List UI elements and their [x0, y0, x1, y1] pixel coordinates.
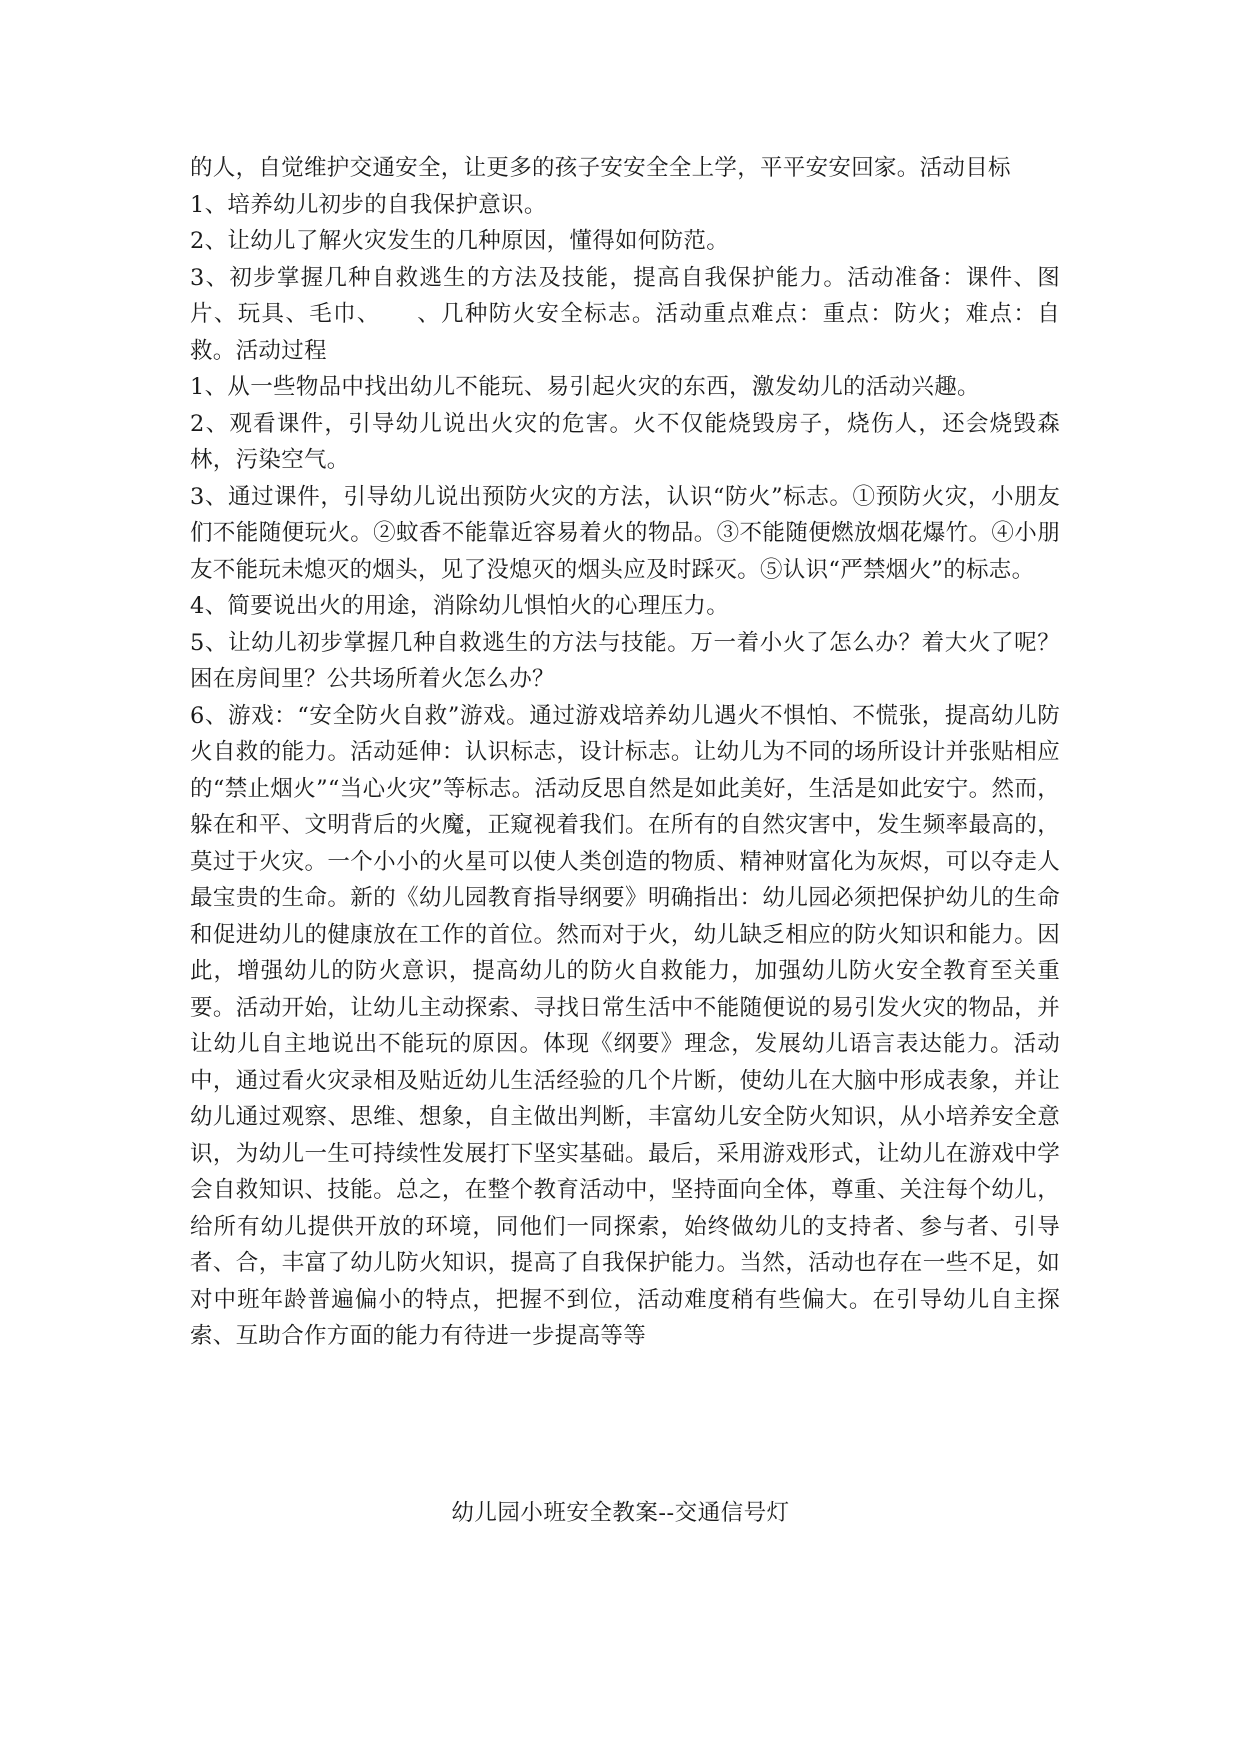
paragraph-process-3: 3、通过课件，引导幼儿说出预防火灾的方法，认识“防火”标志。①预防火灾，小朋友们不能随便玩火。②蚊香不能靠近容易着火的物品。③不能随便燃放烟花爆竹。④小朋友不能玩未熄灭的烟头，见了没熄灭的烟头应及时踩灭。⑤认识“严禁烟火”的标志。 [190, 483, 1060, 583]
paragraph-intro: 的人，自觉维护交通安全，让更多的孩子安安全全上学，平平安安回家。活动目标 [190, 155, 1011, 181]
paragraph-process-4: 4、简要说出火的用途，消除幼儿惧怕火的心理压力。 [190, 593, 730, 619]
paragraph-goal-3: 3、初步掌握几种自救逃生的方法及技能，提高自我保护能力。活动准备：课件、图片、玩具、毛巾、 、几种防火安全标志。活动重点难点：重点：防火；难点：自救。活动过程 [190, 264, 1060, 364]
paragraph-process-5: 5、让幼儿初步掌握几种自救逃生的方法与技能。万一着小火了怎么办？着大火了呢？困在房间里？公共场所着火怎么办？ [190, 629, 1060, 692]
paragraph-goal-2: 2、让幼儿了解火灾发生的几种原因，懂得如何防范。 [190, 228, 730, 254]
next-section-title: 幼儿园小班安全教案--交通信号灯 [451, 1500, 790, 1526]
paragraph-process-6-reflection: 6、游戏：“安全防火自救”游戏。通过游戏培养幼儿遇火不惧怕、不慌张，提高幼儿防火自救的能力。活动延伸：认识标志，设计标志。让幼儿为不同的场所设计并张贴相应的“禁止烟火”“当心火灾”等标志。活动反思自然是如此美好，生活是如此安宁。然而，躲在和平、文明背后的火魔，正窥视着我们。在所有的自然灾害中，发生频率最高的，莫过于火灾。一个小小的火星可以使人类创造的物质、精神财富化为灰烬，可以夺走人最宝贵的生命。新的《幼儿园教育指导纲要》明确指出：幼儿园必须把保护幼儿的生命和促进幼儿的健康放在工作的首位。然而对于火，幼儿缺乏相应的防火知识和能力。因此，增强幼儿的防火意识，提高幼儿的防火自救能力，加强幼儿防火安全教育至关重要。活动开始，让幼儿主动探索、寻找日常生活中不能随便说的易引发火灾的物品，并让幼儿自主地说出不能玩的原因。体现《纲要》理念，发展幼儿语言表达能力。活动中，通过看火灾录相及贴近幼儿生活经验的几个片断，使幼儿在大脑中形成表象，并让幼儿通过观察、思维、想象，自主做出判断，丰富幼儿安全防火知识，从小培养安全意识，为幼儿一生可持续性发展打下坚实基础。最后，采用游戏形式，让幼儿在游戏中学会自救知识、技能。总之，在整个教育活动中，坚持面向全体，尊重、关注每个幼儿，给所有幼儿提供开放的环境，同他们一同探索，始终做幼儿的支持者、参与者、引导者、合，丰富了幼儿防火知识，提高了自我保护能力。当然，活动也存在一些不足，如对中班年龄普遍偏小的特点，把握不到位，活动难度稍有些偏大。在引导幼儿自主探索、互助合作方面的能力有待进一步提高等等 [190, 702, 1060, 1349]
paragraph-process-1: 1、从一些物品中找出幼儿不能玩、易引起火灾的东西，激发幼儿的活动兴趣。 [190, 374, 980, 400]
paragraph-goal-1: 1、培养幼儿初步的自我保护意识。 [190, 191, 547, 218]
paragraph-process-2: 2、观看课件，引导幼儿说出火灾的危害。火不仅能烧毁房子，烧伤人，还会烧毁森林，污染空气。 [190, 410, 1060, 473]
document-body [190, 150, 1060, 1355]
